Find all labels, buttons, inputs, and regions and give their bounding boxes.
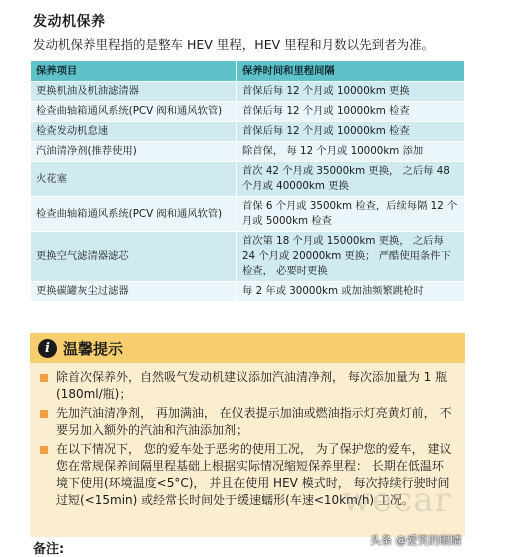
table-row (31, 142, 465, 162)
info-icon: i (38, 339, 57, 358)
note-label: 备注: (33, 542, 65, 557)
header-item: 保养项目 (31, 61, 237, 82)
table-row (31, 282, 465, 302)
table-row (31, 122, 465, 142)
section-title: 发动机保养 (33, 14, 106, 30)
cell-interval: 首保后每 12 个月或 10000km 检查 (237, 102, 465, 122)
cell-interval: 每 2 年或 30000km 或加油频繁跳枪时 (237, 282, 465, 302)
cell-interval: 首次第 18 个月或 15000km 更换， 之后每 24 个月或 20000km 更换； 严酷使用条件下检查， 必要时更换 (237, 232, 465, 282)
cell-item: 检查发动机怠速 (31, 122, 237, 142)
cell-item: 检查曲轴箱通风系统(PCV 阀和通风软管) (31, 197, 237, 232)
cell-interval: 首保后每 12 个月或 10000km 检查 (237, 122, 465, 142)
cell-interval: 首次 42 个月或 35000km 更换， 之后每 48 个月或 40000km 更换 (237, 162, 465, 197)
header-interval: 保养时间和里程间隔 (237, 61, 465, 82)
square-bullet-icon (40, 374, 48, 382)
cell-interval: 首保后每 12 个月或 10000km 更换 (237, 82, 465, 102)
cell-item: 更换机油及机油滤清器 (31, 82, 237, 102)
tip-header (30, 333, 465, 363)
tip-item (38, 405, 455, 439)
cell-item: 更换空气滤清器滤芯 (31, 232, 237, 282)
table-row (31, 162, 465, 197)
maintenance-table (30, 60, 465, 302)
watermark-text: wecar (342, 480, 452, 520)
cell-interval: 首保 6 个月或 3500km 检查，后续每隔 12 个月或 5000km 检查 (237, 197, 465, 232)
tip-title: 温馨提示 (63, 339, 124, 358)
tip-item-text: 除首次保养外，自然吸气发动机建议添加汽油清净剂， 每次添加量为 1 瓶(180ml/瓶)； (56, 370, 448, 401)
table-row (31, 197, 465, 232)
table-row (31, 102, 465, 122)
table-row (31, 232, 465, 282)
tip-item-text: 先加汽油清净剂， 再加满油， 在仪表提示加油或燃油指示灯亮黄灯前， 不要另加入额外的汽油和汽油添加剂； (56, 406, 452, 437)
intro-text: 发动机保养里程指的是整车 HEV 里程，HEV 里程和月数以先到者为准。 (33, 37, 435, 52)
tip-item-text: 在以下情况下， 您的爱车处于恶劣的使用工况， 为了保护您的爱车， 建议您在常规保养间隔里程基础上根据实际情况缩短保养里程： 长期在低温环境下使用(环境温度<5°C)， 并且在使用 HEV 模式时， 每次持续行驶时间过短(<15min) 或经常长时间处于缓速蠕形(车速<10km/h) 工况。 (56, 442, 452, 507)
square-bullet-icon (40, 446, 48, 454)
table-header-row (31, 61, 465, 82)
cell-item: 检查曲轴箱通风系统(PCV 阀和通风软管) (31, 102, 237, 122)
cell-interval: 除首保， 每 12 个月或 10000km 添加 (237, 142, 465, 162)
square-bullet-icon (40, 410, 48, 418)
table-row (31, 82, 465, 102)
cell-item: 更换碳罐灰尘过滤器 (31, 282, 237, 302)
cell-item: 汽油清净剂(推荐使用) (31, 142, 237, 162)
tip-item (38, 369, 455, 403)
cell-item: 火花塞 (31, 162, 237, 197)
credit-watermark: 头条 @爱笑的眼睛 (370, 534, 462, 547)
